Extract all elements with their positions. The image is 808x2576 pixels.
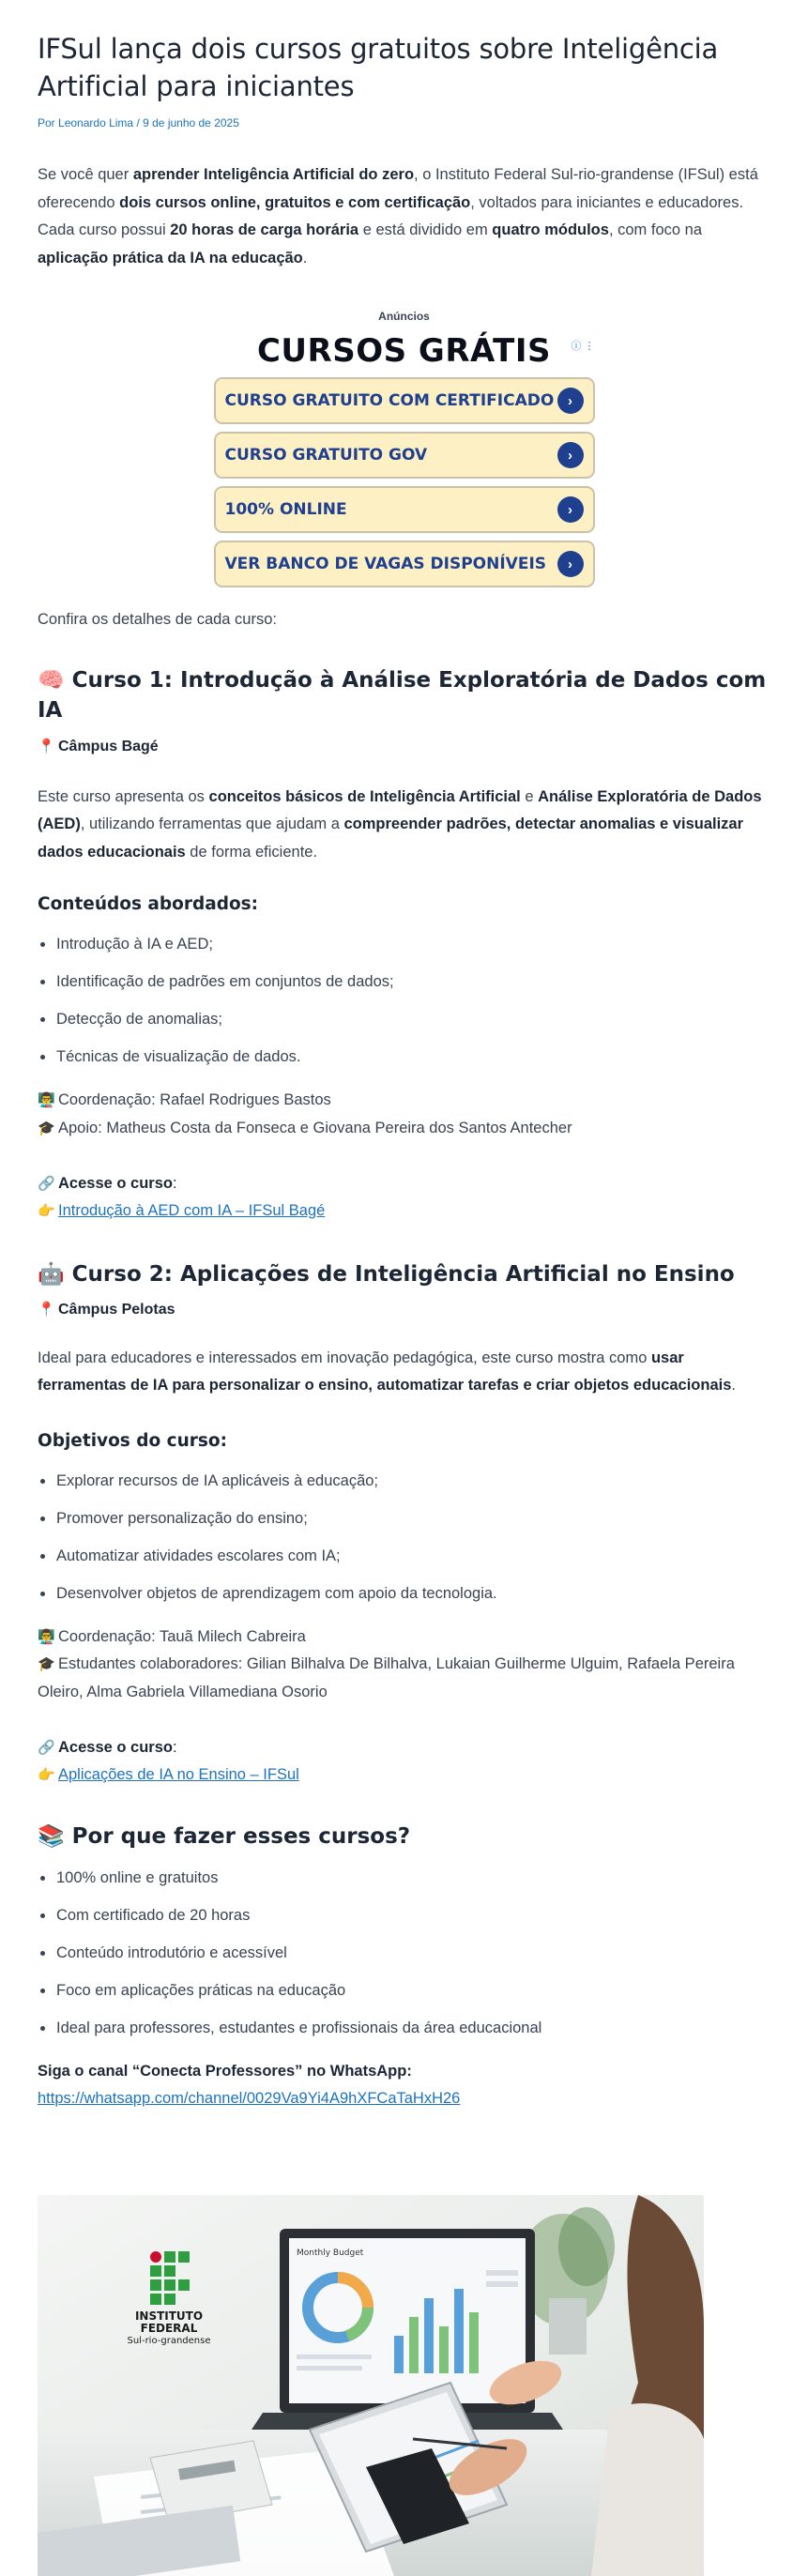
chevron-right-icon: › (557, 496, 584, 523)
course2-link-row (38, 1761, 770, 1790)
graduation-cap-icon: 🎓 (38, 1120, 55, 1136)
screen-title: Monthly Budget (297, 2248, 364, 2258)
list-item: Foco em aplicações práticas na educação (38, 1972, 770, 2009)
course2-heading: 🤖 Curso 2: Aplicações de Inteligência Artificial no Ensino (38, 1261, 735, 1287)
teacher-icon: 👨‍🏫 (38, 1092, 55, 1108)
course2-access: 🔗 Acesse o curso: (38, 1734, 770, 1761)
whatsapp-link-row (38, 2085, 770, 2113)
list-item: Desenvolver objetos de aprendizagem com apoio da tecnologia. (38, 1575, 770, 1612)
ad-button-certificado[interactable]: CURSO GRATUITO COM CERTIFICADO › (214, 377, 595, 424)
list-item: Técnicas de visualização de dados. (38, 1038, 770, 1075)
ad-info-icon[interactable]: ⓘ ⋮ (571, 341, 595, 352)
logo-line3: Sul-rio-grandense (127, 2336, 211, 2346)
intro-paragraph: Se você quer aprender Inteligência Artificial do zero, o Instituto Federal Sul-rio-grandense (IFSul) está oferecendo dois cursos online, gratuitos e com certificação, voltados para iniciantes e educadores. Cada curso possui 20 horas de carga horária e está dividido em quatro módulos, com foco na aplicação prática da IA na educação. (38, 166, 758, 267)
pin-icon: 📍 (38, 738, 55, 755)
course1-description: Este curso apresenta os conceitos básicos de Inteligência Artificial e Análise Exploratória de Dados (AED), utilizando ferramentas que ajudam a compreender padrões, detectar anomalias e visualizar dados educacionais de forma eficiente. (38, 787, 762, 861)
course1-link[interactable]: Introdução à AED com IA – IFSul Bagé (58, 1202, 326, 1219)
whatsapp-channel-link[interactable]: https://whatsapp.com/channel/0029Va9Yi4A9hXFCaTaHxH26 (38, 2089, 461, 2107)
details-lead: Confira os detalhes de cada curso: (38, 611, 277, 628)
ad-button-online[interactable]: 100% ONLINE › (214, 486, 595, 533)
list-item: Detecção de anomalias; (38, 1000, 770, 1038)
link-icon: 🔗 (38, 1740, 55, 1756)
list-item: Explorar recursos de IA aplicáveis à educação; (38, 1462, 770, 1500)
course2-objectives-list (38, 1462, 770, 1612)
books-icon: 📚 (38, 1823, 65, 1849)
logo-line1: INSTITUTO (134, 2309, 204, 2323)
course1-access: 🔗 Acesse o curso: (38, 1170, 770, 1197)
list-item: Promover personalização do ensino; (38, 1500, 770, 1537)
brain-icon: 🧠 (38, 667, 65, 693)
course1-content-list (38, 925, 770, 1075)
course1-support: 🎓 Apoio: Matheus Costa da Fonseca e Giovana Pereira dos Santos Antecher (38, 1115, 770, 1143)
ad-button-vagas[interactable]: VER BANCO DE VAGAS DISPONÍVEIS › (214, 541, 595, 587)
author-link[interactable]: Leonardo Lima (58, 116, 134, 130)
list-item: Introdução à IA e AED; (38, 925, 770, 963)
list-item: Conteúdo introdutório e acessível (38, 1934, 770, 1972)
why-heading: 📚 Por que fazer esses cursos? (38, 1823, 411, 1849)
ad-unit (214, 332, 595, 587)
list-item: Automatizar atividades escolares com IA; (38, 1537, 770, 1575)
byline-separator: / (136, 116, 140, 130)
link-icon: 🔗 (38, 1176, 55, 1192)
publish-date: 9 de junho de 2025 (143, 116, 239, 130)
article-title: IFSul lança dois cursos gratuitos sobre Inteligência Artificial para iniciantes (38, 33, 719, 102)
list-item: 100% online e gratuitos (38, 1859, 770, 1897)
course1-list-heading: Conteúdos abordados: (38, 894, 259, 914)
course2-list-heading: Objetivos do curso: (38, 1430, 228, 1451)
featured-image (38, 2195, 704, 2576)
office-desk-illustration (38, 2195, 704, 2576)
graduation-cap-icon: 🎓 (38, 1656, 55, 1672)
teacher-icon: 👨‍🏫 (38, 1628, 55, 1645)
list-item: Identificação de padrões em conjuntos de dados; (38, 963, 770, 1000)
byline-prefix: Por (38, 116, 55, 130)
byline (38, 116, 770, 130)
list-item: Ideal para professores, estudantes e profissionais da área educacional (38, 2009, 770, 2047)
logo-line2: FEDERAL (140, 2322, 198, 2335)
course2-link[interactable]: Aplicações de IA no Ensino – IFSul (58, 1766, 299, 1783)
chevron-right-icon: › (557, 442, 584, 468)
chevron-right-icon: › (557, 551, 584, 577)
pointing-hand-icon: 👉 (38, 1203, 55, 1219)
course1-link-row (38, 1197, 770, 1226)
pointing-hand-icon: 👉 (38, 1767, 55, 1783)
course1-heading: 🧠 Curso 1: Introdução à Análise Exploratória de Dados com IA (38, 667, 767, 723)
whatsapp-cta: Siga o canal “Conecta Professores” no WhatsApp: (38, 2062, 412, 2080)
course1-campus: 📍 Câmpus Bagé (38, 738, 159, 755)
list-item: Com certificado de 20 horas (38, 1897, 770, 1934)
robot-icon: 🤖 (38, 1261, 65, 1287)
ad-label: Anúncios (378, 310, 430, 323)
ad-title: CURSOS GRÁTIS (256, 332, 552, 370)
chevron-right-icon: › (557, 388, 584, 414)
ad-button-gov[interactable]: CURSO GRATUITO GOV › (214, 432, 595, 479)
course2-coordination: 👨‍🏫 Coordenação: Tauã Milech Cabreira (38, 1623, 770, 1652)
course2-students: 🎓 Estudantes colaboradores: Gilian Bilhalva De Bilhalva, Lukaian Guilherme Ulguim, Rafaela Pereira Oleiro, Alma Gabriela Villamediana Osorio (38, 1651, 770, 1706)
course1-coordination: 👨‍🏫 Coordenação: Rafael Rodrigues Bastos (38, 1087, 770, 1115)
course2-description: Ideal para educadores e interessados em inovação pedagógica, este curso mostra como usar ferramentas de IA para personalizar o ensino, automatizar tarefas e criar objetos educacionais. (38, 1349, 736, 1394)
course2-campus: 📍 Câmpus Pelotas (38, 1301, 175, 1318)
why-list (38, 1859, 770, 2047)
pin-icon: 📍 (38, 1301, 55, 1318)
